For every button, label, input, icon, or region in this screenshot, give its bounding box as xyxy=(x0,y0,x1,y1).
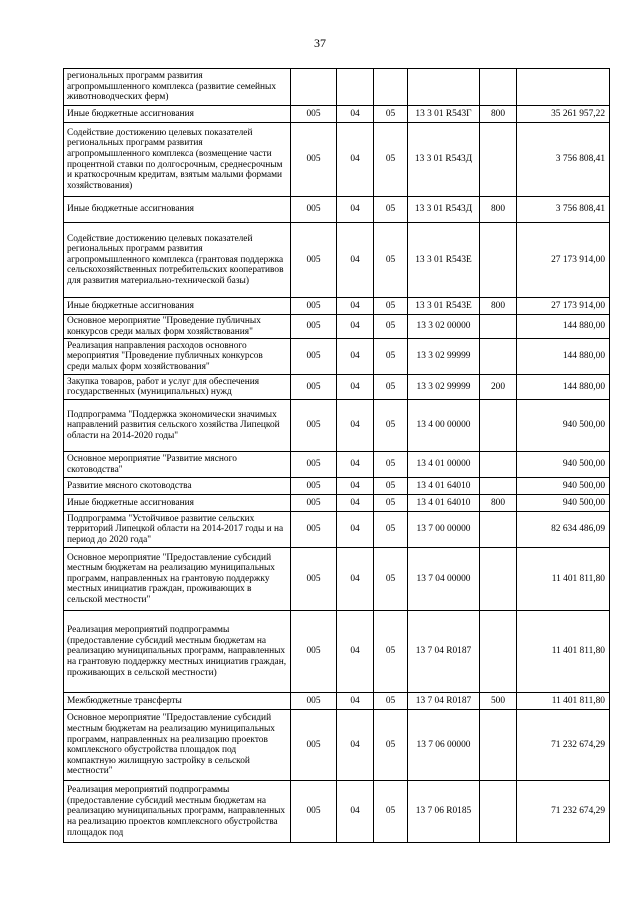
row-expense-type-code xyxy=(480,69,517,106)
row-target-code: 13 4 01 00000 xyxy=(408,452,480,478)
row-ministry-code: 005 xyxy=(291,781,337,843)
row-section-code: 04 xyxy=(337,512,374,548)
row-target-code: 13 7 04 00000 xyxy=(408,548,480,611)
row-name: Основное мероприятие "Развитие мясного скотоводства" xyxy=(64,452,291,478)
row-ministry-code: 005 xyxy=(291,693,337,710)
row-subsection-code: 05 xyxy=(374,495,408,512)
table-row xyxy=(64,693,610,710)
row-ministry-code: 005 xyxy=(291,315,337,339)
budget-table-body xyxy=(64,69,610,843)
row-subsection-code: 05 xyxy=(374,400,408,452)
row-amount: 940 500,00 xyxy=(517,400,610,452)
row-expense-type-code: 800 xyxy=(480,106,517,123)
row-amount: 144 880,00 xyxy=(517,315,610,339)
row-name: Подпрограмма "Устойчивое развитие сельских территорий Липецкой области на 2014-2017 годы и на период до 2020 года" xyxy=(64,512,291,548)
row-section-code: 04 xyxy=(337,339,374,375)
table-row xyxy=(64,495,610,512)
table-row xyxy=(64,223,610,298)
row-target-code xyxy=(408,69,480,106)
row-amount: 27 173 914,00 xyxy=(517,298,610,315)
row-subsection-code: 05 xyxy=(374,693,408,710)
row-target-code: 13 7 06 R0185 xyxy=(408,781,480,843)
row-name: Основное мероприятие "Предоставление субсидий местным бюджетам на реализацию муниципальных программ, направленных на реализацию проектов комплексного обустройства площадок под компактную жилищную застройку в сельской местности" xyxy=(64,710,291,781)
row-expense-type-code xyxy=(480,478,517,495)
row-target-code: 13 3 02 99999 xyxy=(408,339,480,375)
row-expense-type-code: 200 xyxy=(480,375,517,400)
row-subsection-code: 05 xyxy=(374,781,408,843)
row-amount: 940 500,00 xyxy=(517,452,610,478)
table-row xyxy=(64,375,610,400)
table-row xyxy=(64,400,610,452)
row-section-code: 04 xyxy=(337,693,374,710)
row-amount: 11 401 811,80 xyxy=(517,611,610,693)
row-name: Иные бюджетные ассигнования xyxy=(64,197,291,223)
row-amount: 71 232 674,29 xyxy=(517,710,610,781)
row-ministry-code: 005 xyxy=(291,478,337,495)
row-expense-type-code xyxy=(480,548,517,611)
row-target-code: 13 3 01 R543Е xyxy=(408,223,480,298)
row-subsection-code: 05 xyxy=(374,197,408,223)
row-name: Реализация направления расходов основного мероприятия "Проведение публичных конкурсов среди малых форм хозяйствования" xyxy=(64,339,291,375)
row-subsection-code: 05 xyxy=(374,548,408,611)
row-target-code: 13 7 06 00000 xyxy=(408,710,480,781)
row-ministry-code: 005 xyxy=(291,400,337,452)
row-ministry-code: 005 xyxy=(291,197,337,223)
row-section-code: 04 xyxy=(337,452,374,478)
row-ministry-code: 005 xyxy=(291,106,337,123)
row-subsection-code: 05 xyxy=(374,123,408,197)
row-ministry-code: 005 xyxy=(291,495,337,512)
table-row xyxy=(64,339,610,375)
row-expense-type-code xyxy=(480,223,517,298)
table-row xyxy=(64,478,610,495)
row-subsection-code: 05 xyxy=(374,512,408,548)
row-expense-type-code xyxy=(480,781,517,843)
row-section-code: 04 xyxy=(337,375,374,400)
row-amount: 3 756 808,41 xyxy=(517,123,610,197)
row-ministry-code: 005 xyxy=(291,339,337,375)
row-subsection-code: 05 xyxy=(374,223,408,298)
row-expense-type-code xyxy=(480,400,517,452)
row-section-code: 04 xyxy=(337,400,374,452)
row-section-code: 04 xyxy=(337,495,374,512)
row-expense-type-code xyxy=(480,452,517,478)
row-ministry-code: 005 xyxy=(291,452,337,478)
row-name: Содействие достижению целевых показателей региональных программ развития агропромышленного комплекса (грантовая поддержка сельскохозяйственных потребительских кооперативов для развития материально-технической базы) xyxy=(64,223,291,298)
row-expense-type-code xyxy=(480,512,517,548)
budget-table xyxy=(63,68,610,843)
row-section-code: 04 xyxy=(337,548,374,611)
row-expense-type-code xyxy=(480,611,517,693)
row-subsection-code: 05 xyxy=(374,106,408,123)
row-target-code: 13 3 01 R543Д xyxy=(408,123,480,197)
row-amount: 940 500,00 xyxy=(517,495,610,512)
table-row xyxy=(64,197,610,223)
row-section-code: 04 xyxy=(337,710,374,781)
row-name: Иные бюджетные ассигнования xyxy=(64,106,291,123)
table-row xyxy=(64,781,610,843)
row-target-code: 13 3 02 99999 xyxy=(408,375,480,400)
row-amount: 11 401 811,80 xyxy=(517,548,610,611)
table-row xyxy=(64,106,610,123)
row-section-code: 04 xyxy=(337,315,374,339)
table-row xyxy=(64,315,610,339)
row-expense-type-code: 800 xyxy=(480,298,517,315)
row-target-code: 13 3 01 R543Д xyxy=(408,197,480,223)
table-row xyxy=(64,452,610,478)
table-row xyxy=(64,548,610,611)
row-target-code: 13 3 01 R543Г xyxy=(408,106,480,123)
row-ministry-code: 005 xyxy=(291,548,337,611)
row-section-code: 04 xyxy=(337,197,374,223)
row-section-code: 04 xyxy=(337,781,374,843)
row-name: Содействие достижению целевых показателей региональных программ развития агропромышленного комплекса (возмещение части процентной ставки по долгосрочным, среднесрочным и краткосрочным кредитам, взятым малыми формами хозяйствования) xyxy=(64,123,291,197)
row-subsection-code: 05 xyxy=(374,375,408,400)
row-amount: 11 401 811,80 xyxy=(517,693,610,710)
row-subsection-code: 05 xyxy=(374,478,408,495)
page-number: 37 xyxy=(314,36,326,50)
row-section-code: 04 xyxy=(337,478,374,495)
row-target-code: 13 4 00 00000 xyxy=(408,400,480,452)
row-name: Развитие мясного скотоводства xyxy=(64,478,291,495)
row-section-code xyxy=(337,69,374,106)
row-expense-type-code xyxy=(480,123,517,197)
row-section-code: 04 xyxy=(337,611,374,693)
table-row xyxy=(64,611,610,693)
row-name: Закупка товаров, работ и услуг для обеспечения государственных (муниципальных) нужд xyxy=(64,375,291,400)
row-amount: 3 756 808,41 xyxy=(517,197,610,223)
row-ministry-code: 005 xyxy=(291,611,337,693)
row-expense-type-code xyxy=(480,339,517,375)
row-ministry-code: 005 xyxy=(291,298,337,315)
row-ministry-code: 005 xyxy=(291,512,337,548)
table-row xyxy=(64,123,610,197)
row-ministry-code: 005 xyxy=(291,123,337,197)
table-row xyxy=(64,69,610,106)
row-name: Иные бюджетные ассигнования xyxy=(64,495,291,512)
row-amount: 144 880,00 xyxy=(517,339,610,375)
row-subsection-code: 05 xyxy=(374,710,408,781)
row-ministry-code: 005 xyxy=(291,375,337,400)
row-subsection-code: 05 xyxy=(374,339,408,375)
row-name: Иные бюджетные ассигнования xyxy=(64,298,291,315)
row-name: Подпрограмма "Поддержка экономически значимых направлений развития сельского хозяйства Липецкой области на 2014-2020 годы" xyxy=(64,400,291,452)
table-row xyxy=(64,298,610,315)
row-amount: 82 634 486,09 xyxy=(517,512,610,548)
row-ministry-code: 005 xyxy=(291,710,337,781)
row-subsection-code: 05 xyxy=(374,611,408,693)
row-name: Межбюджетные трансферты xyxy=(64,693,291,710)
row-expense-type-code xyxy=(480,315,517,339)
row-expense-type-code xyxy=(480,710,517,781)
row-amount: 35 261 957,22 xyxy=(517,106,610,123)
row-ministry-code: 005 xyxy=(291,223,337,298)
row-amount: 144 880,00 xyxy=(517,375,610,400)
row-target-code: 13 4 01 64010 xyxy=(408,495,480,512)
row-expense-type-code: 500 xyxy=(480,693,517,710)
row-section-code: 04 xyxy=(337,223,374,298)
row-ministry-code xyxy=(291,69,337,106)
row-target-code: 13 7 04 R0187 xyxy=(408,693,480,710)
row-amount: 940 500,00 xyxy=(517,478,610,495)
row-section-code: 04 xyxy=(337,106,374,123)
row-amount: 71 232 674,29 xyxy=(517,781,610,843)
row-expense-type-code: 800 xyxy=(480,495,517,512)
row-name: региональных программ развития агропромышленного комплекса (развитие семейных животноводческих ферм) xyxy=(64,69,291,106)
row-target-code: 13 7 04 R0187 xyxy=(408,611,480,693)
row-name: Основное мероприятие "Проведение публичных конкурсов среди малых форм хозяйствования" xyxy=(64,315,291,339)
table-row xyxy=(64,710,610,781)
row-target-code: 13 3 01 R543Е xyxy=(408,298,480,315)
row-amount xyxy=(517,69,610,106)
row-section-code: 04 xyxy=(337,123,374,197)
row-subsection-code: 05 xyxy=(374,452,408,478)
row-subsection-code: 05 xyxy=(374,315,408,339)
row-name: Реализация мероприятий подпрограммы (предоставление субсидий местным бюджетам на реализацию муниципальных программ, направленных на грантовую поддержку местных инициатив граждан, проживающих в сельской местности) xyxy=(64,611,291,693)
row-target-code: 13 4 01 64010 xyxy=(408,478,480,495)
table-row xyxy=(64,512,610,548)
row-subsection-code: 05 xyxy=(374,298,408,315)
row-subsection-code xyxy=(374,69,408,106)
row-section-code: 04 xyxy=(337,298,374,315)
row-name: Основное мероприятие "Предоставление субсидий местным бюджетам на реализацию муниципальных программ, направленных на грантовую поддержку местных инициатив граждан, проживающих в сельской местности" xyxy=(64,548,291,611)
row-name: Реализация мероприятий подпрограммы (предоставление субсидий местным бюджетам на реализацию муниципальных программ, направленных на реализацию проектов комплексного обустройства площадок под xyxy=(64,781,291,843)
row-expense-type-code: 800 xyxy=(480,197,517,223)
row-amount: 27 173 914,00 xyxy=(517,223,610,298)
row-target-code: 13 7 00 00000 xyxy=(408,512,480,548)
row-target-code: 13 3 02 00000 xyxy=(408,315,480,339)
